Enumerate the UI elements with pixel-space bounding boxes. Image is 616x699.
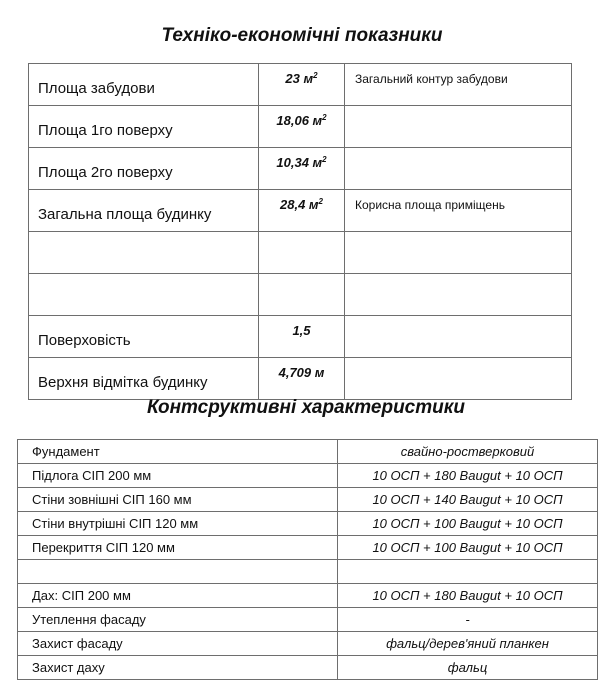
row-label: Дах: СІП 200 мм <box>18 584 338 608</box>
construction-section-title: Контсруктивні характеристики <box>147 397 465 418</box>
row-label <box>29 232 259 274</box>
table-row <box>18 560 598 584</box>
tep-table <box>28 63 572 400</box>
table-row <box>18 488 598 512</box>
row-label: Загальна площа будинку <box>29 190 259 232</box>
row-value <box>338 560 598 584</box>
value-text: 23 м <box>285 71 314 86</box>
row-value: 10 ОСП + 100 Baugut + 10 ОСП <box>338 536 598 560</box>
table-row <box>18 512 598 536</box>
row-note: Загальний контур забудови <box>345 64 572 106</box>
row-label: Поверховість <box>29 316 259 358</box>
value-text: 28,4 м <box>280 197 319 212</box>
row-value <box>259 316 345 358</box>
row-value <box>259 148 345 190</box>
table-row <box>29 106 572 148</box>
value-text: 4,709 м <box>278 365 325 380</box>
tep-section-title: Техніко-економічні показники <box>161 25 443 46</box>
value-superscript: 2 <box>318 197 323 206</box>
row-value: 10 ОСП + 180 Baugut + 10 ОСП <box>338 584 598 608</box>
row-label: Площа 1го поверху <box>29 106 259 148</box>
row-note: Корисна площа приміщень <box>345 190 572 232</box>
table-row <box>18 584 598 608</box>
row-value <box>259 64 345 106</box>
row-note <box>345 106 572 148</box>
table-row <box>29 148 572 190</box>
table-row <box>18 656 598 680</box>
row-value <box>259 274 345 316</box>
row-label: Підлога СІП 200 мм <box>18 464 338 488</box>
table-row <box>18 536 598 560</box>
row-note <box>345 148 572 190</box>
table-row <box>18 464 598 488</box>
row-label: Стіни внутрішні СІП 120 мм <box>18 512 338 536</box>
table-row <box>29 358 572 400</box>
row-value <box>259 106 345 148</box>
table-row <box>18 632 598 656</box>
row-label: Площа 2го поверху <box>29 148 259 190</box>
table-row <box>29 190 572 232</box>
row-note <box>345 274 572 316</box>
table-row <box>29 274 572 316</box>
row-value: - <box>338 608 598 632</box>
value-superscript: 2 <box>313 71 318 80</box>
row-label: Захист фасаду <box>18 632 338 656</box>
row-note <box>345 316 572 358</box>
row-value <box>259 232 345 274</box>
row-value <box>259 190 345 232</box>
table-row <box>29 232 572 274</box>
row-value: фальц/дерев'яний планкен <box>338 632 598 656</box>
table-row <box>18 440 598 464</box>
value-text: 10,34 м <box>276 155 323 170</box>
value-text: 18,06 м <box>276 113 323 128</box>
row-value: свайно-ростверковий <box>338 440 598 464</box>
row-label: Перекриття СІП 120 мм <box>18 536 338 560</box>
row-label <box>29 274 259 316</box>
row-label: Захист даху <box>18 656 338 680</box>
table-row <box>29 64 572 106</box>
row-label: Верхня відмітка будинку <box>29 358 259 400</box>
row-label <box>18 560 338 584</box>
value-superscript: 2 <box>322 155 327 164</box>
row-value: 10 ОСП + 100 Baugut + 10 ОСП <box>338 512 598 536</box>
row-label: Стіни зовнішні СІП 160 мм <box>18 488 338 512</box>
row-label: Утеплення фасаду <box>18 608 338 632</box>
construction-table <box>17 439 598 680</box>
value-text: 1,5 <box>292 323 311 338</box>
row-note <box>345 232 572 274</box>
table-row <box>29 316 572 358</box>
row-label: Площа забудови <box>29 64 259 106</box>
row-value <box>259 358 345 400</box>
row-note <box>345 358 572 400</box>
table-row <box>18 608 598 632</box>
row-label: Фундамент <box>18 440 338 464</box>
value-superscript: 2 <box>322 113 327 122</box>
row-value: 10 ОСП + 180 Baugut + 10 ОСП <box>338 464 598 488</box>
row-value: фальц <box>338 656 598 680</box>
row-value: 10 ОСП + 140 Baugut + 10 ОСП <box>338 488 598 512</box>
